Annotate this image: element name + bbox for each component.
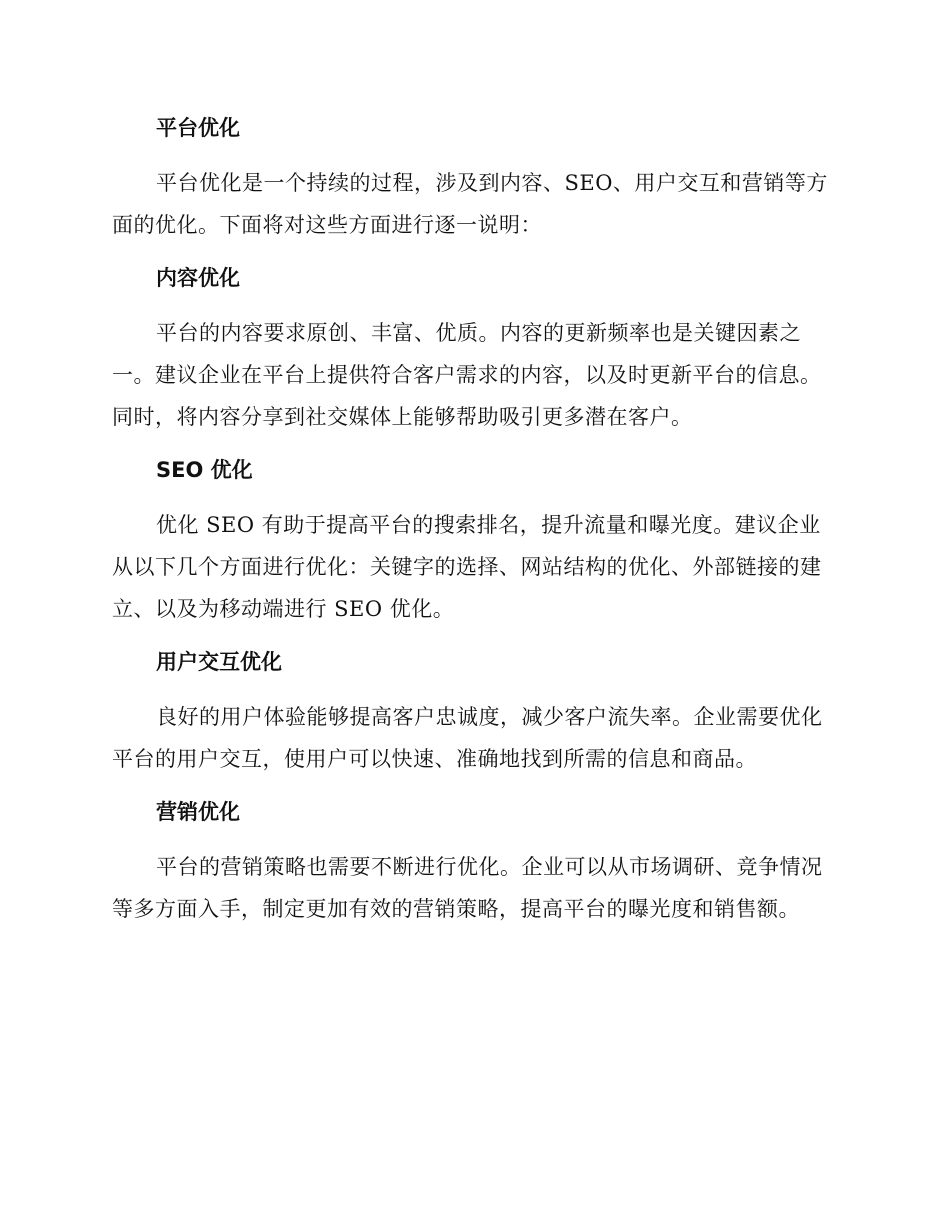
section-paragraph-platform: 平台优化是一个持续的过程，涉及到内容、SEO、用户交互和营销等方面的优化。下面将对这些方面进行逐一说明： bbox=[112, 171, 828, 237]
section-paragraph-marketing: 平台的营销策略也需要不断进行优化。企业可以从市场调研、竞争情况等多方面入手，制定更加有效的营销策略，提高平台的曝光度和销售额。 bbox=[112, 855, 823, 921]
section-paragraph-content: 平台的内容要求原创、丰富、优质。内容的更新频率也是关键因素之一。建议企业在平台上提供符合客户需求的内容，以及时更新平台的信息。同时，将内容分享到社交媒体上能够帮助吸引更多潜在客户。 bbox=[112, 321, 822, 429]
section-paragraph-user-interaction: 良好的用户体验能够提高客户忠诚度，减少客户流失率。企业需要优化平台的用户交互，使用户可以快速、准确地找到所需的信息和商品。 bbox=[112, 705, 823, 771]
section-heading-platform: 平台优化 bbox=[156, 116, 240, 140]
section-heading-seo: SEO 优化 bbox=[156, 458, 253, 482]
section-heading-user-interaction: 用户交互优化 bbox=[156, 650, 282, 674]
section-heading-content: 内容优化 bbox=[156, 266, 240, 290]
section-paragraph-seo: 优化 SEO 有助于提高平台的搜索排名，提升流量和曝光度。建议企业从以下几个方面进行优化：关键字的选择、网站结构的优化、外部链接的建立、以及为移动端进行 SEO 优化。 bbox=[112, 513, 822, 621]
section-heading-marketing: 营销优化 bbox=[156, 800, 240, 824]
